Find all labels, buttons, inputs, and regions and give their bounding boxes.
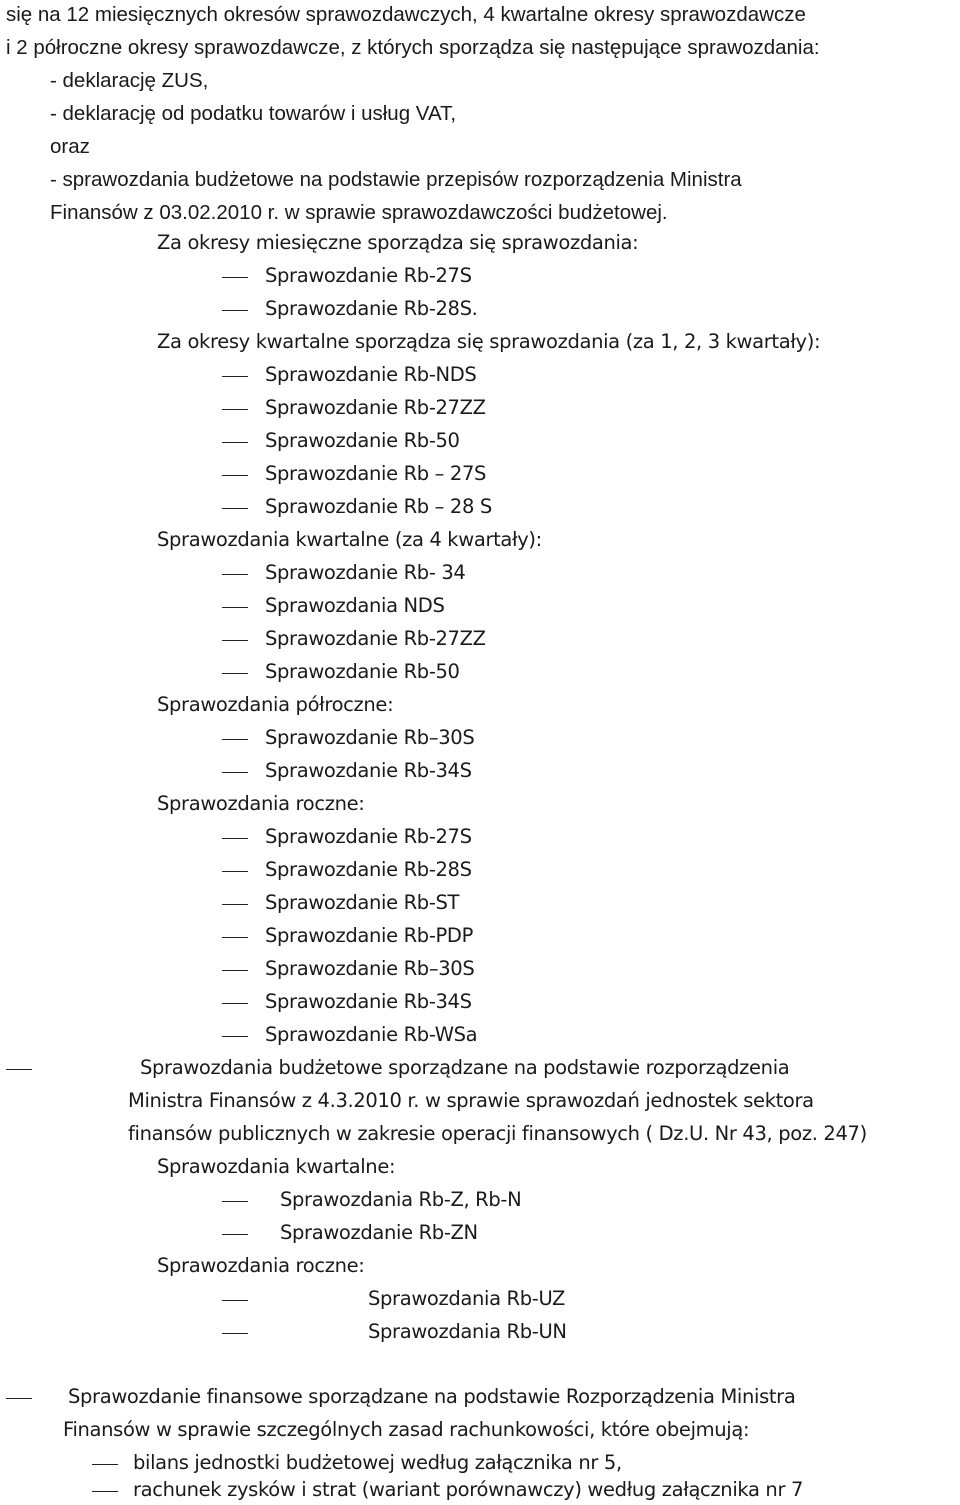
list-item: Sprawozdanie Rb–30S (265, 957, 475, 980)
quarterly-heading: Za okresy kwartalne sporządza się sprawozdania (za 1, 2, 3 kwartały): (157, 330, 821, 353)
dash-bullet (222, 904, 248, 905)
dash-bullet (222, 739, 248, 740)
intro-line-1: się na 12 miesięcznych okresów sprawozdawczych, 4 kwartalne okresy sprawozdawcze (6, 3, 806, 26)
list-item: Sprawozdanie Rb-28S. (265, 297, 478, 320)
financial-report-line-1: Sprawozdanie finansowe sporządzane na podstawie Rozporządzenia Ministra (68, 1385, 796, 1408)
dash-bullet (222, 970, 248, 971)
budget-reports-line-3: finansów publicznych w zakresie operacji finansowych ( Dz.U. Nr 43, poz. 247) (128, 1122, 867, 1145)
list-item: Sprawozdanie Rb–30S (265, 726, 475, 749)
list-item: Sprawozdanie Rb-NDS (265, 363, 477, 386)
dash-bullet (92, 1464, 118, 1465)
list-item: Sprawozdania Rb-UN (368, 1320, 567, 1343)
dash-bullet (222, 1333, 248, 1334)
intro-line-7: Finansów z 03.02.2010 r. w sprawie sprawozdawczości budżetowej. (50, 201, 668, 224)
quarterly-4-heading: Sprawozdania kwartalne (za 4 kwartały): (157, 528, 542, 551)
list-item: Sprawozdanie Rb-27ZZ (265, 627, 486, 650)
list-item: Sprawozdanie Rb-27S (265, 825, 472, 848)
intro-line-4: - deklarację od podatku towarów i usług VAT, (50, 102, 457, 125)
list-item: Sprawozdanie Rb-27S (265, 264, 472, 287)
list-item: Sprawozdania Rb-UZ (368, 1287, 566, 1310)
list-item: Sprawozdanie Rb-ST (265, 891, 460, 914)
budget-annual-heading: Sprawozdania roczne: (157, 1254, 365, 1277)
list-item: Sprawozdanie Rb-50 (265, 429, 460, 452)
list-item: Sprawozdanie Rb-WSa (265, 1023, 478, 1046)
list-item: Sprawozdanie Rb-PDP (265, 924, 473, 947)
dash-bullet (222, 475, 248, 476)
monthly-heading: Za okresy miesięczne sporządza się sprawozdania: (157, 231, 639, 254)
budget-reports-line-2: Ministra Finansów z 4.3.2010 r. w sprawie sprawozdań jednostek sektora (128, 1089, 814, 1112)
dash-bullet (222, 673, 248, 674)
list-item: bilans jednostki budżetowej według załącznika nr 5, (133, 1451, 622, 1474)
list-item: rachunek zysków i strat (wariant porównawczy) według załącznika nr 7 (133, 1478, 804, 1501)
dash-bullet (222, 310, 248, 311)
intro-line-3: - deklarację ZUS, (50, 69, 209, 92)
dash-bullet (222, 508, 248, 509)
dash-bullet (222, 442, 248, 443)
list-item: Sprawozdanie Rb – 28 S (265, 495, 492, 518)
dash-bullet (222, 376, 248, 377)
dash-bullet (222, 838, 248, 839)
list-item: Sprawozdanie Rb-ZN (280, 1221, 478, 1244)
dash-bullet (222, 1003, 248, 1004)
list-item: Sprawozdanie Rb – 27S (265, 462, 487, 485)
budget-reports-line-1: Sprawozdania budżetowe sporządzane na podstawie rozporządzenia (140, 1056, 790, 1079)
list-item: Sprawozdanie Rb-27ZZ (265, 396, 486, 419)
list-item: Sprawozdanie Rb-28S (265, 858, 472, 881)
dash-bullet (92, 1491, 118, 1492)
list-item: Sprawozdania Rb-Z, Rb-N (280, 1188, 522, 1211)
dash-bullet (222, 772, 248, 773)
dash-bullet (222, 409, 248, 410)
dash-bullet (222, 640, 248, 641)
dash-bullet (222, 607, 248, 608)
list-item: Sprawozdanie Rb- 34 (265, 561, 466, 584)
list-item: Sprawozdanie Rb-50 (265, 660, 460, 683)
half-year-heading: Sprawozdania półroczne: (157, 693, 394, 716)
dash-bullet (222, 937, 248, 938)
intro-line-5: oraz (50, 135, 90, 158)
list-item: Sprawozdanie Rb-34S (265, 759, 472, 782)
intro-line-2: i 2 półroczne okresy sprawozdawcze, z których sporządza się następujące sprawozdania: (6, 36, 820, 59)
dash-bullet (6, 1069, 32, 1070)
annual-heading: Sprawozdania roczne: (157, 792, 365, 815)
dash-bullet (222, 277, 248, 278)
dash-bullet (222, 574, 248, 575)
dash-bullet (222, 1036, 248, 1037)
budget-quarterly-heading: Sprawozdania kwartalne: (157, 1155, 396, 1178)
dash-bullet (222, 1234, 248, 1235)
intro-line-6: - sprawozdania budżetowe na podstawie przepisów rozporządzenia Ministra (50, 168, 742, 191)
dash-bullet (222, 1300, 248, 1301)
dash-bullet (222, 1201, 248, 1202)
financial-report-line-2: Finansów w sprawie szczególnych zasad rachunkowości, które obejmują: (63, 1418, 750, 1441)
list-item: Sprawozdania NDS (265, 594, 445, 617)
dash-bullet (6, 1398, 32, 1399)
dash-bullet (222, 871, 248, 872)
list-item: Sprawozdanie Rb-34S (265, 990, 472, 1013)
